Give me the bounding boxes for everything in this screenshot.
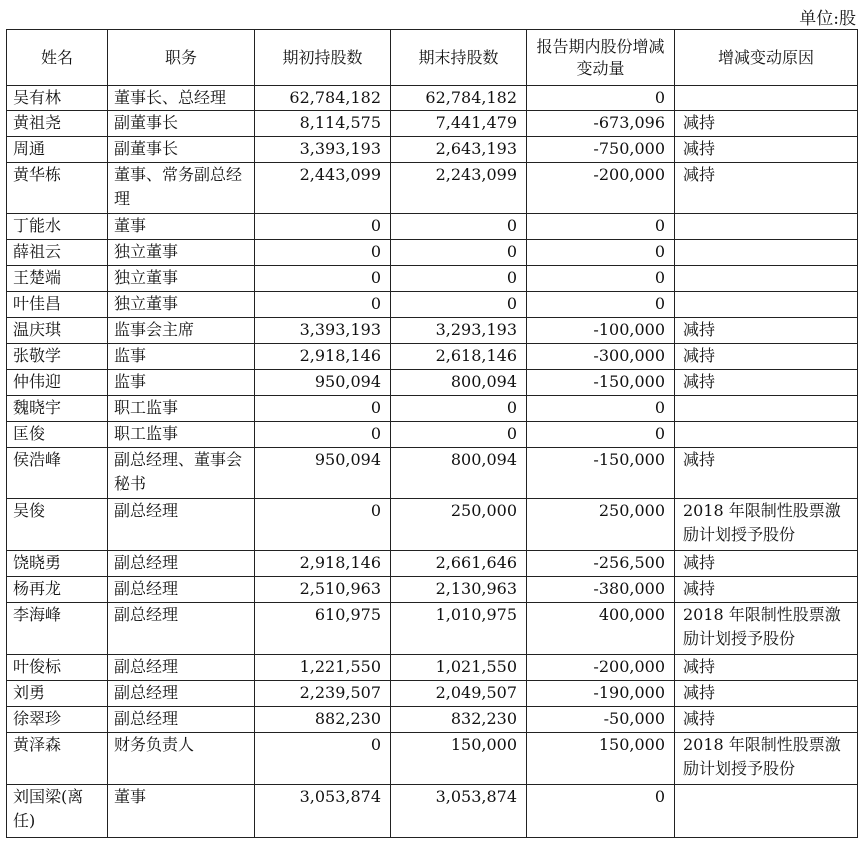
header-reason: 增减变动原因 <box>675 30 858 86</box>
cell-position: 副总经理 <box>108 707 255 733</box>
table-row <box>7 292 858 318</box>
cell-end-shares: 2,243,099 <box>391 163 527 214</box>
cell-name: 张敬学 <box>7 344 108 370</box>
cell-name: 黄祖尧 <box>7 111 108 137</box>
cell-position: 副总经理 <box>108 499 255 551</box>
cell-end-shares: 832,230 <box>391 707 527 733</box>
table-row <box>7 318 858 344</box>
cell-name: 匡俊 <box>7 422 108 448</box>
cell-reason: 2018 年限制性股票激励计划授予股份 <box>675 733 858 785</box>
table-row <box>7 396 858 422</box>
table-row <box>7 655 858 681</box>
cell-end-shares: 0 <box>391 266 527 292</box>
cell-position: 职工监事 <box>108 422 255 448</box>
cell-position: 监事会主席 <box>108 318 255 344</box>
cell-end-shares: 0 <box>391 240 527 266</box>
cell-start-shares: 0 <box>255 499 391 551</box>
cell-change: -256,500 <box>527 551 675 577</box>
table-row <box>7 785 858 838</box>
cell-reason <box>675 86 858 111</box>
cell-reason <box>675 240 858 266</box>
cell-name: 王楚端 <box>7 266 108 292</box>
cell-position: 副总经理 <box>108 551 255 577</box>
table-row <box>7 86 858 111</box>
cell-end-shares: 800,094 <box>391 448 527 499</box>
cell-name: 仲伟迎 <box>7 370 108 396</box>
cell-end-shares: 250,000 <box>391 499 527 551</box>
cell-change: 0 <box>527 292 675 318</box>
cell-start-shares: 3,053,874 <box>255 785 391 838</box>
cell-position: 监事 <box>108 344 255 370</box>
table-row <box>7 214 858 240</box>
cell-name: 丁能水 <box>7 214 108 240</box>
table-row <box>7 344 858 370</box>
cell-name: 刘勇 <box>7 681 108 707</box>
cell-reason: 减持 <box>675 370 858 396</box>
cell-start-shares: 0 <box>255 292 391 318</box>
cell-change: -100,000 <box>527 318 675 344</box>
table-body <box>7 86 858 838</box>
table-row <box>7 707 858 733</box>
cell-start-shares: 3,393,193 <box>255 318 391 344</box>
cell-start-shares: 1,221,550 <box>255 655 391 681</box>
cell-name: 徐翠珍 <box>7 707 108 733</box>
cell-end-shares: 0 <box>391 214 527 240</box>
cell-reason: 减持 <box>675 111 858 137</box>
cell-end-shares: 2,130,963 <box>391 577 527 603</box>
cell-position: 董事 <box>108 785 255 838</box>
cell-change: -150,000 <box>527 370 675 396</box>
table-row <box>7 370 858 396</box>
cell-start-shares: 2,510,963 <box>255 577 391 603</box>
cell-start-shares: 62,784,182 <box>255 86 391 111</box>
cell-position: 副董事长 <box>108 137 255 163</box>
cell-name: 杨再龙 <box>7 577 108 603</box>
cell-change: 0 <box>527 785 675 838</box>
cell-name: 温庆琪 <box>7 318 108 344</box>
cell-name: 李海峰 <box>7 603 108 655</box>
cell-name: 吴俊 <box>7 499 108 551</box>
cell-end-shares: 2,643,193 <box>391 137 527 163</box>
cell-change: 250,000 <box>527 499 675 551</box>
cell-change: 0 <box>527 266 675 292</box>
cell-end-shares: 2,618,146 <box>391 344 527 370</box>
cell-reason: 减持 <box>675 577 858 603</box>
cell-start-shares: 0 <box>255 422 391 448</box>
cell-change: -50,000 <box>527 707 675 733</box>
cell-end-shares: 0 <box>391 292 527 318</box>
cell-change: -673,096 <box>527 111 675 137</box>
cell-change: -750,000 <box>527 137 675 163</box>
cell-start-shares: 0 <box>255 396 391 422</box>
cell-position: 副总经理 <box>108 655 255 681</box>
cell-end-shares: 3,053,874 <box>391 785 527 838</box>
cell-reason <box>675 266 858 292</box>
cell-reason: 减持 <box>675 318 858 344</box>
cell-reason <box>675 422 858 448</box>
cell-reason: 减持 <box>675 681 858 707</box>
cell-start-shares: 3,393,193 <box>255 137 391 163</box>
cell-change: 150,000 <box>527 733 675 785</box>
cell-position: 财务负责人 <box>108 733 255 785</box>
cell-name: 吴有林 <box>7 86 108 111</box>
cell-change: 0 <box>527 422 675 448</box>
cell-start-shares: 0 <box>255 733 391 785</box>
cell-position: 董事长、总经理 <box>108 86 255 111</box>
cell-end-shares: 62,784,182 <box>391 86 527 111</box>
cell-position: 董事、常务副总经理 <box>108 163 255 214</box>
cell-end-shares: 1,021,550 <box>391 655 527 681</box>
cell-reason: 减持 <box>675 448 858 499</box>
cell-start-shares: 2,239,507 <box>255 681 391 707</box>
unit-label: 单位:股 <box>799 9 856 29</box>
header-change: 报告期内股份增减变动量 <box>527 30 675 86</box>
cell-name: 魏晓宇 <box>7 396 108 422</box>
cell-reason: 2018 年限制性股票激励计划授予股份 <box>675 603 858 655</box>
cell-end-shares: 7,441,479 <box>391 111 527 137</box>
cell-name: 饶晓勇 <box>7 551 108 577</box>
cell-name: 黄华栋 <box>7 163 108 214</box>
cell-start-shares: 610,975 <box>255 603 391 655</box>
cell-reason: 减持 <box>675 163 858 214</box>
cell-start-shares: 882,230 <box>255 707 391 733</box>
cell-name: 黄泽森 <box>7 733 108 785</box>
cell-start-shares: 2,918,146 <box>255 344 391 370</box>
cell-start-shares: 950,094 <box>255 370 391 396</box>
cell-name: 叶佳昌 <box>7 292 108 318</box>
cell-reason: 减持 <box>675 551 858 577</box>
cell-reason: 减持 <box>675 707 858 733</box>
cell-reason <box>675 292 858 318</box>
cell-end-shares: 2,049,507 <box>391 681 527 707</box>
cell-change: -190,000 <box>527 681 675 707</box>
cell-end-shares: 0 <box>391 396 527 422</box>
header-position: 职务 <box>108 30 255 86</box>
header-end-shares: 期末持股数 <box>391 30 527 86</box>
shareholding-table <box>6 29 858 838</box>
table-row <box>7 603 858 655</box>
cell-end-shares: 0 <box>391 422 527 448</box>
cell-change: -300,000 <box>527 344 675 370</box>
cell-start-shares: 0 <box>255 240 391 266</box>
cell-change: 0 <box>527 396 675 422</box>
cell-position: 监事 <box>108 370 255 396</box>
table-row <box>7 163 858 214</box>
cell-position: 独立董事 <box>108 240 255 266</box>
cell-position: 副董事长 <box>108 111 255 137</box>
cell-position: 副总经理、董事会秘书 <box>108 448 255 499</box>
header-row <box>7 30 858 86</box>
cell-name: 侯浩峰 <box>7 448 108 499</box>
cell-start-shares: 2,918,146 <box>255 551 391 577</box>
cell-change: 0 <box>527 214 675 240</box>
cell-change: 0 <box>527 86 675 111</box>
cell-position: 副总经理 <box>108 577 255 603</box>
cell-reason: 2018 年限制性股票激励计划授予股份 <box>675 499 858 551</box>
cell-change: 400,000 <box>527 603 675 655</box>
cell-position: 独立董事 <box>108 292 255 318</box>
table-row <box>7 111 858 137</box>
cell-change: -150,000 <box>527 448 675 499</box>
cell-position: 独立董事 <box>108 266 255 292</box>
cell-end-shares: 2,661,646 <box>391 551 527 577</box>
table-row <box>7 422 858 448</box>
cell-start-shares: 950,094 <box>255 448 391 499</box>
cell-name: 周通 <box>7 137 108 163</box>
cell-start-shares: 0 <box>255 266 391 292</box>
table-row <box>7 266 858 292</box>
cell-reason <box>675 396 858 422</box>
header-start-shares: 期初持股数 <box>255 30 391 86</box>
table-row <box>7 733 858 785</box>
cell-reason: 减持 <box>675 137 858 163</box>
cell-reason: 减持 <box>675 344 858 370</box>
cell-reason <box>675 214 858 240</box>
cell-position: 副总经理 <box>108 603 255 655</box>
cell-start-shares: 2,443,099 <box>255 163 391 214</box>
cell-name: 刘国梁(离任) <box>7 785 108 838</box>
cell-start-shares: 8,114,575 <box>255 111 391 137</box>
cell-name: 叶俊标 <box>7 655 108 681</box>
cell-end-shares: 150,000 <box>391 733 527 785</box>
cell-position: 董事 <box>108 214 255 240</box>
cell-position: 副总经理 <box>108 681 255 707</box>
table-row <box>7 137 858 163</box>
table-row <box>7 499 858 551</box>
cell-change: -380,000 <box>527 577 675 603</box>
cell-end-shares: 1,010,975 <box>391 603 527 655</box>
table-row <box>7 448 858 499</box>
cell-reason: 减持 <box>675 655 858 681</box>
cell-end-shares: 3,293,193 <box>391 318 527 344</box>
cell-start-shares: 0 <box>255 214 391 240</box>
cell-position: 职工监事 <box>108 396 255 422</box>
cell-change: 0 <box>527 240 675 266</box>
cell-reason <box>675 785 858 838</box>
cell-end-shares: 800,094 <box>391 370 527 396</box>
cell-name: 薛祖云 <box>7 240 108 266</box>
header-name: 姓名 <box>7 30 108 86</box>
cell-change: -200,000 <box>527 655 675 681</box>
table-row <box>7 681 858 707</box>
table-row <box>7 551 858 577</box>
table-row <box>7 240 858 266</box>
table-row <box>7 577 858 603</box>
cell-change: -200,000 <box>527 163 675 214</box>
